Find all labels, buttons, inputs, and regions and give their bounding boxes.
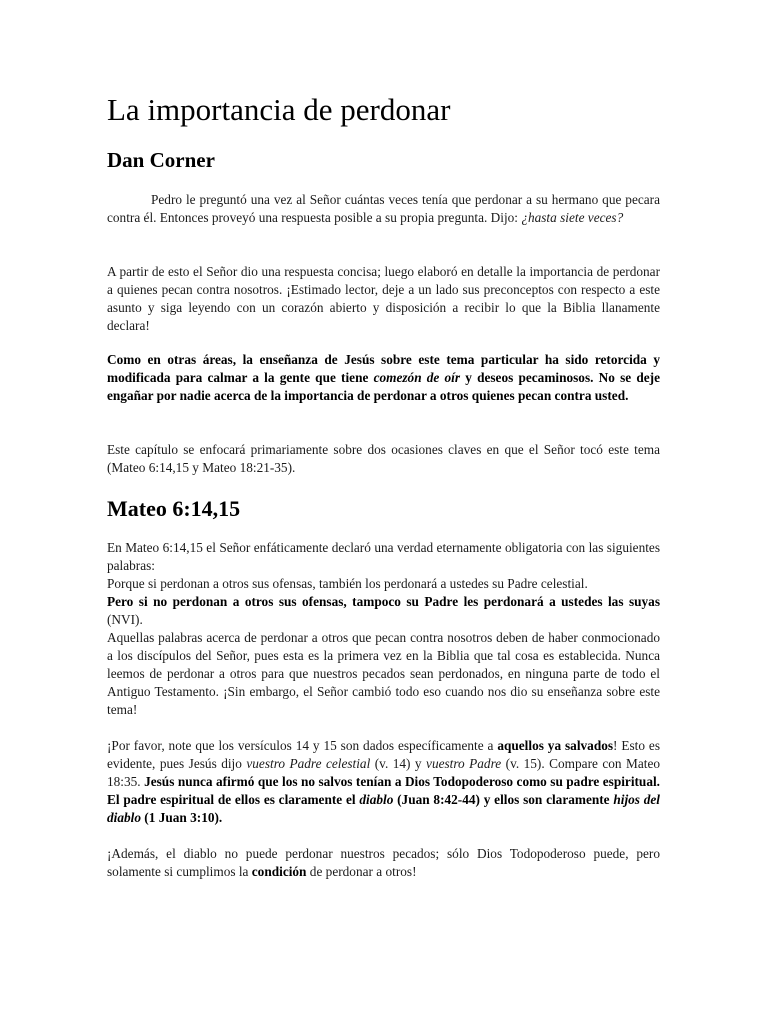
paragraph-mateo <box>107 539 660 719</box>
paragraph-condition-text-a: ¡Además, el diablo no puede perdonar nuestros pecados; sólo Dios Todopoderoso puede, pero solamente si cumplimos la <box>107 846 660 879</box>
paragraph-condition <box>107 845 660 881</box>
paragraph-saved-bold-a: aquellos ya salvados <box>497 738 614 753</box>
author-name: Dan Corner <box>107 148 215 172</box>
paragraph-saved-text-e: (v. 14) y <box>370 756 427 771</box>
paragraph-chapter-focus: Este capítulo se enfocará primariamente sobre dos ocasiones claves en que el Señor tocó este tema (Mateo 6:14,15 y Mateo 18:21-35). <box>107 442 660 475</box>
paragraph-saved-bold-j: (Juan 8:42-44) y ellos son claramente <box>393 792 614 807</box>
paragraph-warning-text-c: y deseos pecaminosos. No se deje engañar por nadie acerca de la importancia de perdonar a otros quienes pecan contra usted. <box>107 370 660 403</box>
paragraph-saved-bold-h: Jesús nunca afirmó que los no salvos tenían a Dios Todopoderoso como su padre espiritual. El padre espiritual de ellos es claramente el <box>107 774 660 807</box>
paragraph-mateo-verse-14: Porque si perdonan a otros sus ofensas, también los perdonará a ustedes su Padre celestial. <box>107 576 588 591</box>
paragraph-saved-text-c: ! Esto es evidente, pues Jesús dijo <box>107 738 661 771</box>
paragraph-mateo-verse-15-bold: Pero si no perdonan a otros sus ofensas, tampoco su Padre les perdonará a ustedes las suyas <box>107 594 660 609</box>
paragraph-mateo-intro: En Mateo 6:14,15 el Señor enfáticamente declaró una verdad eternamente obligatoria con las siguientes palabras: <box>107 540 660 573</box>
paragraph-saved-bold-italic-i: diablo <box>359 792 394 807</box>
paragraph-warning <box>107 351 660 405</box>
paragraph-saved-text-a: ¡Por favor, note que los versículos 14 y 15 son dados específicamente a <box>107 738 498 753</box>
paragraph-saved-italic-f: vuestro Padre <box>426 756 502 771</box>
paragraph-warning-emphasis: comezón de oír <box>373 370 461 385</box>
paragraph-mateo-commentary: Aquellas palabras acerca de perdonar a otros que pecan contra nosotros deben de haber conmocionado a los discípulos del Señor, pues esta es la primera vez en la Biblia que tal cosa es establecida. Nunca leemos de perdonar a otros para que nuestros pecados sean perdonados, en ninguna parte de todo el Antiguo Testamento. ¡Sin embargo, el Señor cambió todo eso cuando nos dio su enseñanza sobre este tema! <box>107 630 660 717</box>
paragraph-concise-answer: A partir de esto el Señor dio una respuesta concisa; luego elaboró en detalle la importancia de perdonar a quienes pecan contra nosotros. ¡Estimado lector, deje a un lado sus preconceptos con respecto a este asunto y siga leyendo con un corazón abierto y disposición a recibir lo que la Biblia llanamente declara! <box>107 264 660 333</box>
paragraph-saved-bold-italic-k: hijos del diablo <box>107 792 660 825</box>
paragraph-condition-text-c: de perdonar a otros! <box>306 864 417 879</box>
paragraph-warning-text-a: Como en otras áreas, la enseñanza de Jesús sobre este tema particular ha sido retorcida y modificada para calmar a la gente que tiene <box>107 352 660 385</box>
paragraph-saved-text-g: (v. 15). Compare con Mateo 18:35. <box>107 756 660 789</box>
paragraph-intro-text: Pedro le preguntó una vez al Señor cuántas veces tenía que perdonar a su hermano que pecara contra él. Entonces proveyó una respuesta posible a su propia pregunta. Dijo: <box>107 192 660 225</box>
section-heading: Mateo 6:14,15 <box>107 496 241 521</box>
paragraph-mateo-verse-15-version: (NVI). <box>107 612 143 627</box>
document-title: La importancia de perdonar <box>107 92 451 127</box>
paragraph-intro <box>107 191 660 227</box>
paragraph-saved-italic-d: vuestro Padre celestial <box>246 756 371 771</box>
paragraph-saved-bold-l: (1 Juan 3:10). <box>140 810 223 825</box>
paragraph-mateo-verse-15 <box>107 593 660 629</box>
paragraph-intro-quote: ¿hasta siete veces? <box>521 210 624 225</box>
paragraph-condition-bold: condición <box>251 864 307 879</box>
paragraph-saved-note <box>107 737 660 827</box>
